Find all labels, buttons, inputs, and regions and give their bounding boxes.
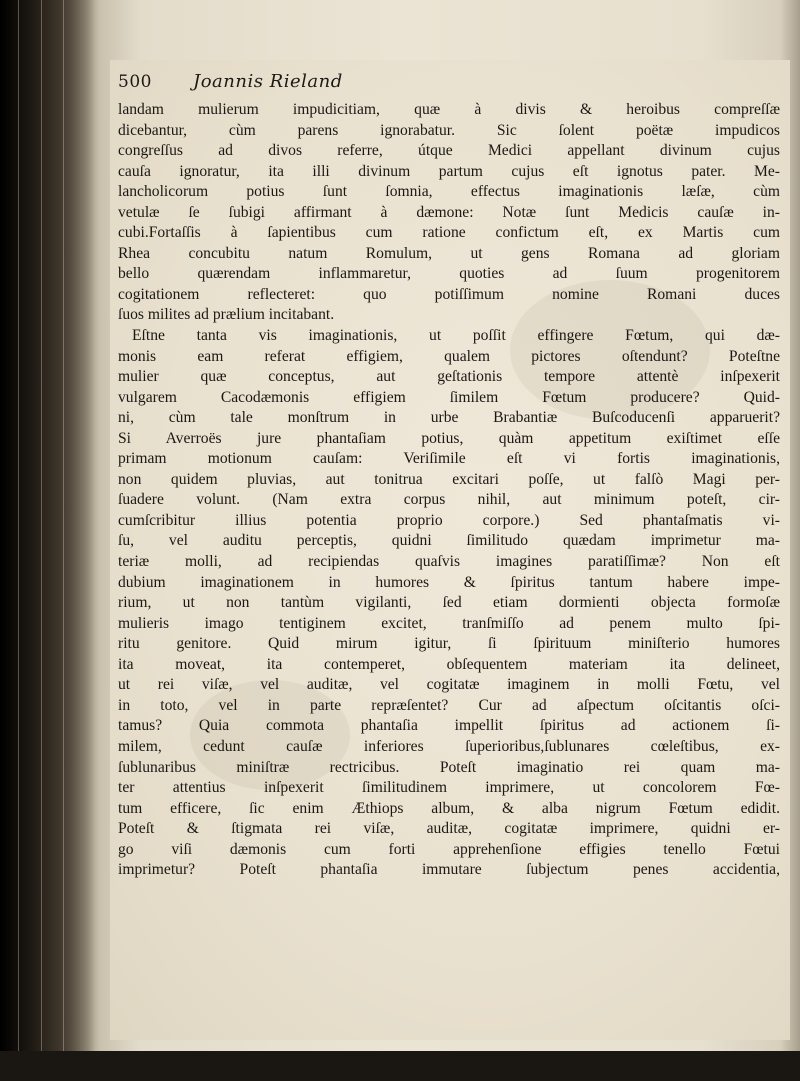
text-line: teriæ molli, ad recipiendas quaſvis imagines paratiſſimæ? Non eſt (118, 553, 780, 571)
text-line: Eſtne tanta vis imaginationis, ut poſſit effingere Fœtum, qui dæ- (132, 327, 780, 345)
book-page (110, 60, 790, 1080)
text-line: ſuadere volunt. (Nam extra corpus nihil, aut minimum poteſt, cir- (118, 491, 780, 509)
body-text (118, 100, 780, 881)
text-line: cauſa ignoratur, ita illi divinum partum cujus eſt ignotus pater. Me- (118, 162, 780, 180)
text-line: ſublunaribus miniſtræ rectricibus. Poteſt imaginatio rei quam ma- (118, 758, 780, 776)
catchword: ut (759, 1063, 772, 1080)
text-line: bello quærendam inflammaretur, quoties ad ſuum progenitorem (118, 265, 780, 283)
text-line: cogitationem reflecteret: quo potiſſimum nomine Romani duces (118, 285, 780, 303)
text-line: landam mulierum impudicitiam, quæ à divis & heroibus compreſſæ (118, 101, 780, 118)
text-line: primam motionum cauſam: Veriſimile eſt vi fortis imaginationis, (118, 450, 780, 468)
text-line: go viſi dæmonis cum forti apprehenſione effigies tenello Fœtui (118, 840, 780, 858)
text-line: cubi.Fortaſſis à ſapientibus cum ratione confictum eſt, ex Martis cum (118, 224, 780, 242)
text-line: imprimetur? Poteſt phantaſia immutare ſubjectum penes accidentia, (118, 861, 780, 879)
text-line: tamus? Quia commota phantaſia impellit ſpiritus ad actionem ſi- (118, 717, 780, 735)
running-head: Joannis Rieland (193, 71, 343, 92)
text-line: Si Averroës jure phantaſiam potius, quàm appetitum exiſtimet eſſe (118, 429, 780, 447)
text-line: non quidem pluvias, aut tonitrua excitari poſſe, ut falſò Magi per- (118, 470, 780, 488)
page-number: 500 (118, 72, 152, 92)
text-line: congreſſus ad divos referre, útque Medici appellant divinum cujus (118, 142, 780, 160)
text-line: Rhea concubitu natum Romulum, ut gens Romana ad gloriam (118, 244, 780, 262)
text-line: dicebantur, cùm parens ignorabatur. Sic ſolent poëtæ impudicos (118, 121, 780, 139)
text-line: ter attentius inſpexerit ſimilitudinem imprimere, ut concolorem Fœ- (118, 779, 780, 797)
text-line: monis eam referat effigiem, qualem pictores oſtendunt? Poteſtne (118, 347, 780, 365)
text-line: tum efficere, ſic enim Æthiops album, & alba nigrum Fœtum edidit. (118, 799, 780, 817)
text-line: ita moveat, ita contemperet, obſequentem materiam ita delineet, (118, 655, 780, 673)
text-line: cumſcribitur illius potentia proprio corpore.) Sed phantaſmatis vi- (118, 511, 780, 529)
text-line: ut rei viſæ, vel auditæ, vel cogitatæ imaginem in molli Fœtu, vel (118, 676, 780, 694)
gutter-crease (18, 0, 19, 1051)
text-line: rium, ut non tantùm vigilanti, ſed etiam dormienti objecta formoſæ (118, 594, 780, 612)
page-header (118, 72, 778, 96)
gutter-crease (41, 0, 42, 1051)
book-gutter (0, 0, 95, 1051)
text-line: mulier quæ conceptus, aut geſtationis tempore attentè inſpexerit (118, 368, 780, 386)
text-line: ni, cùm tale monſtrum in urbe Brabantiæ Buſcoducenſi apparuerit? (118, 409, 780, 427)
text-line: ſuos milites ad prælium incitabant. (118, 306, 335, 324)
text-line: Poteſt & ſtigmata rei viſæ, auditæ, cogitatæ imprimere, quidni er- (118, 820, 780, 838)
text-line: mulieris imago tentiginem excitet, tranſmiſſo ad penem multo ſpi- (118, 614, 780, 632)
text-line: lancholicorum potius ſunt ſomnia, effectus imaginationis læſæ, cùm (118, 183, 780, 201)
text-line: vetulæ ſe ſubigi affirmant à dæmone: Notæ ſunt Medicis cauſæ in- (118, 203, 780, 221)
text-line: ritu genitore. Quid mirum igitur, ſi ſpirituum miniſterio humores (118, 635, 780, 653)
text-line: ſu, vel auditu perceptis, quidni ſimilitudo quædam imprimetur ma- (118, 532, 780, 550)
text-line: vulgarem Cacodæmonis effigiem ſimilem Fœtum producere? Quid- (118, 388, 780, 406)
text-line: dubium imaginationem in humores & ſpiritus tantum habere impe- (118, 573, 780, 591)
text-line: milem, cedunt cauſæ inferiores ſuperioribus,ſublunares cœleſtibus, ex- (118, 737, 780, 755)
text-line: in toto, vel in parte repræſentet? Cur ad aſpectum oſcitantis oſci- (118, 696, 780, 714)
gutter-crease (63, 0, 64, 1051)
